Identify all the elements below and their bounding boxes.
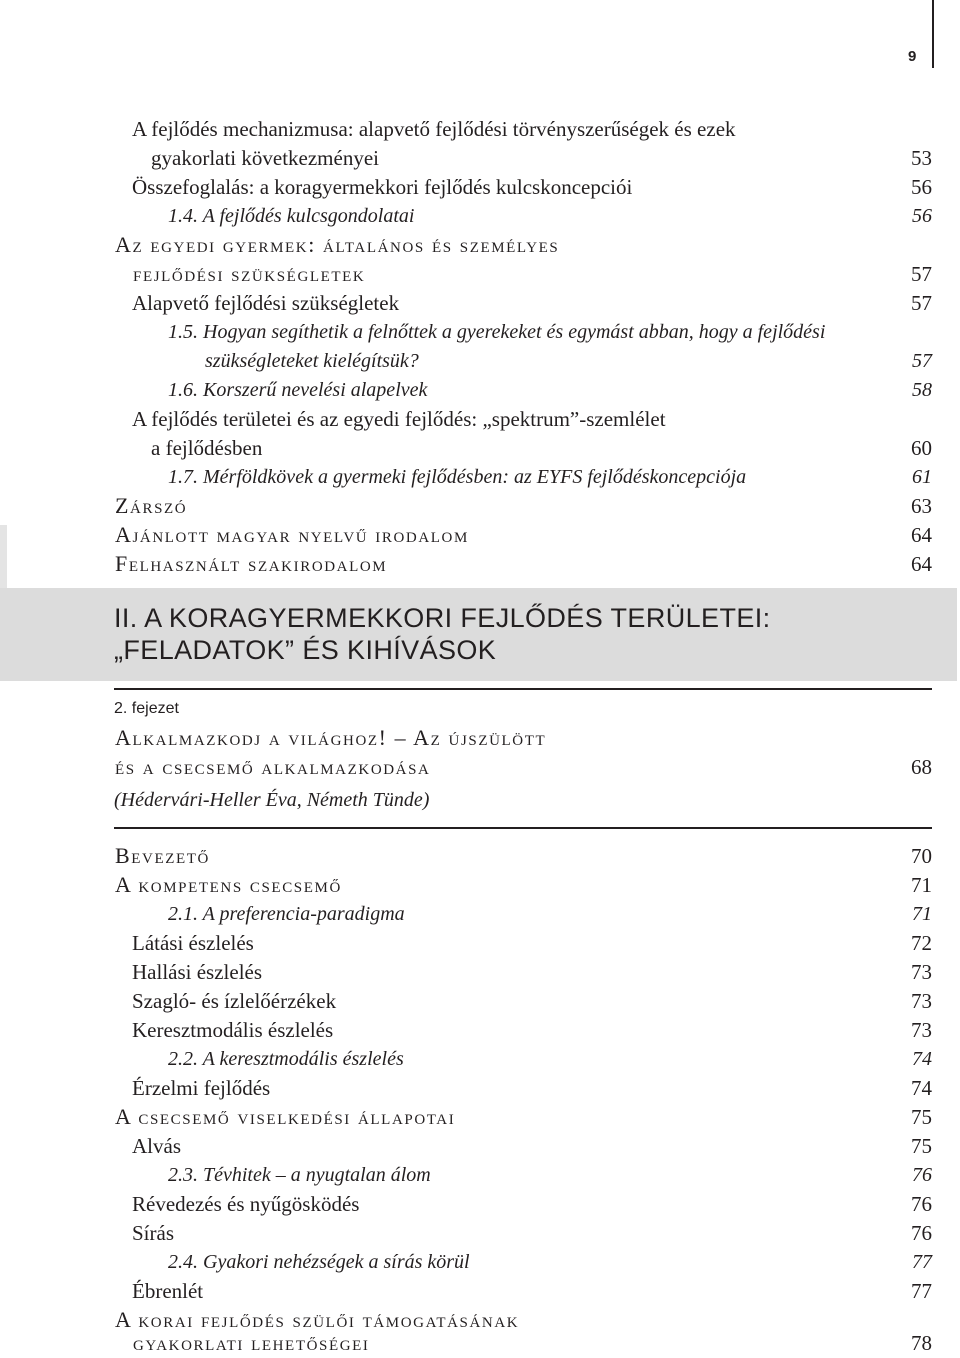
toc-entry[interactable]: 1.4. A fejlődés kulcsgondolatai 56 <box>168 205 932 227</box>
toc-entry[interactable]: Alvás 75 <box>132 1134 932 1158</box>
toc-entry[interactable]: Szagló- és ízlelőérzékek 73 <box>132 989 932 1013</box>
toc-entry[interactable]: 1.5. Hogyan segíthetik a felnőttek a gyerekeket és egymást abban, hogy a fejlődési <box>168 321 826 343</box>
toc-entry[interactable]: A fejlődés területei és az egyedi fejlődés: „spektrum”-szemlélet <box>132 407 666 431</box>
toc-entry[interactable]: szükségleteket kielégítsük? 57 <box>205 350 932 372</box>
chapter-title[interactable]: és a csecsemő alkalmazkodása 68 <box>115 754 932 779</box>
page-number: 9 <box>908 48 917 65</box>
toc-entry[interactable]: Látási észlelés 72 <box>132 931 932 955</box>
toc-entry[interactable]: A csecsemő viselkedési állapotai 75 <box>115 1104 932 1129</box>
part-banner <box>0 588 957 681</box>
toc-entry[interactable]: Összefoglalás: a koragyermekkori fejlődés kulcskoncepciói 56 <box>132 175 932 199</box>
divider <box>114 688 932 690</box>
toc-entry[interactable]: 2.1. A preferencia-paradigma 71 <box>168 903 932 925</box>
part-title-line2: „FELADATOK” ÉS KIHÍVÁSOK <box>114 635 497 665</box>
toc-entry[interactable]: gyakorlati következményei 53 <box>151 146 932 170</box>
toc-entry[interactable]: Felhasznált szakirodalom 64 <box>115 551 932 576</box>
toc-entry[interactable]: 1.7. Mérföldkövek a gyermeki fejlődésben: az EYFS fejlődéskoncepciója 61 <box>168 466 932 488</box>
chapter-label: 2. fejezet <box>114 700 179 717</box>
toc-entry[interactable]: Ajánlott magyar nyelvű irodalom 64 <box>115 522 932 547</box>
toc-entry[interactable]: 2.2. A keresztmodális észlelés 74 <box>168 1048 932 1070</box>
toc-entry[interactable]: Az egyedi gyermek: általános és személyes <box>115 232 560 257</box>
divider <box>114 827 932 829</box>
toc-entry[interactable]: A fejlődés mechanizmusa: alapvető fejlődési törvényszerűségek és ezek <box>132 117 736 141</box>
toc-entry[interactable]: a fejlődésben 60 <box>151 436 932 460</box>
toc-entry[interactable]: 2.3. Tévhitek – a nyugtalan álom 76 <box>168 1164 932 1186</box>
toc-entry[interactable]: Sírás 76 <box>132 1221 932 1245</box>
toc-entry[interactable]: A korai fejlődés szülői támogatásának <box>115 1307 520 1332</box>
toc-entry[interactable]: Érzelmi fejlődés 74 <box>132 1076 932 1100</box>
header-rule <box>932 0 934 68</box>
toc-entry[interactable]: Ébrenlét 77 <box>132 1279 932 1303</box>
toc-entry[interactable]: 2.4. Gyakori nehézségek a sírás körül 77 <box>168 1251 932 1273</box>
toc-entry[interactable]: A kompetens csecsemő 71 <box>115 872 932 897</box>
toc-entry[interactable]: Bevezető 70 <box>115 843 932 868</box>
toc-entry[interactable]: Alapvető fejlődési szükségletek 57 <box>132 291 932 315</box>
part-title-line1: II. A KORAGYERMEKKORI FEJLŐDÉS TERÜLETEI: <box>114 603 771 633</box>
toc-entry[interactable]: fejlődési szükségletek 57 <box>133 261 932 286</box>
toc-entry[interactable]: Hallási észlelés 73 <box>132 960 932 984</box>
toc-entry[interactable]: Révedezés és nyűgösködés 76 <box>132 1192 932 1216</box>
toc-entry[interactable]: gyakorlati lehetőségei 78 <box>133 1330 932 1355</box>
toc-entry[interactable]: Zárszó 63 <box>115 493 932 518</box>
chapter-title[interactable]: Alkalmazkodj a világhoz! – Az újszülött <box>115 725 547 750</box>
chapter-authors: (Hédervári-Heller Éva, Németh Tünde) <box>114 789 430 811</box>
toc-entry[interactable]: Keresztmodális észlelés 73 <box>132 1018 932 1042</box>
toc-entry[interactable]: 1.6. Korszerű nevelési alapelvek 58 <box>168 379 932 401</box>
